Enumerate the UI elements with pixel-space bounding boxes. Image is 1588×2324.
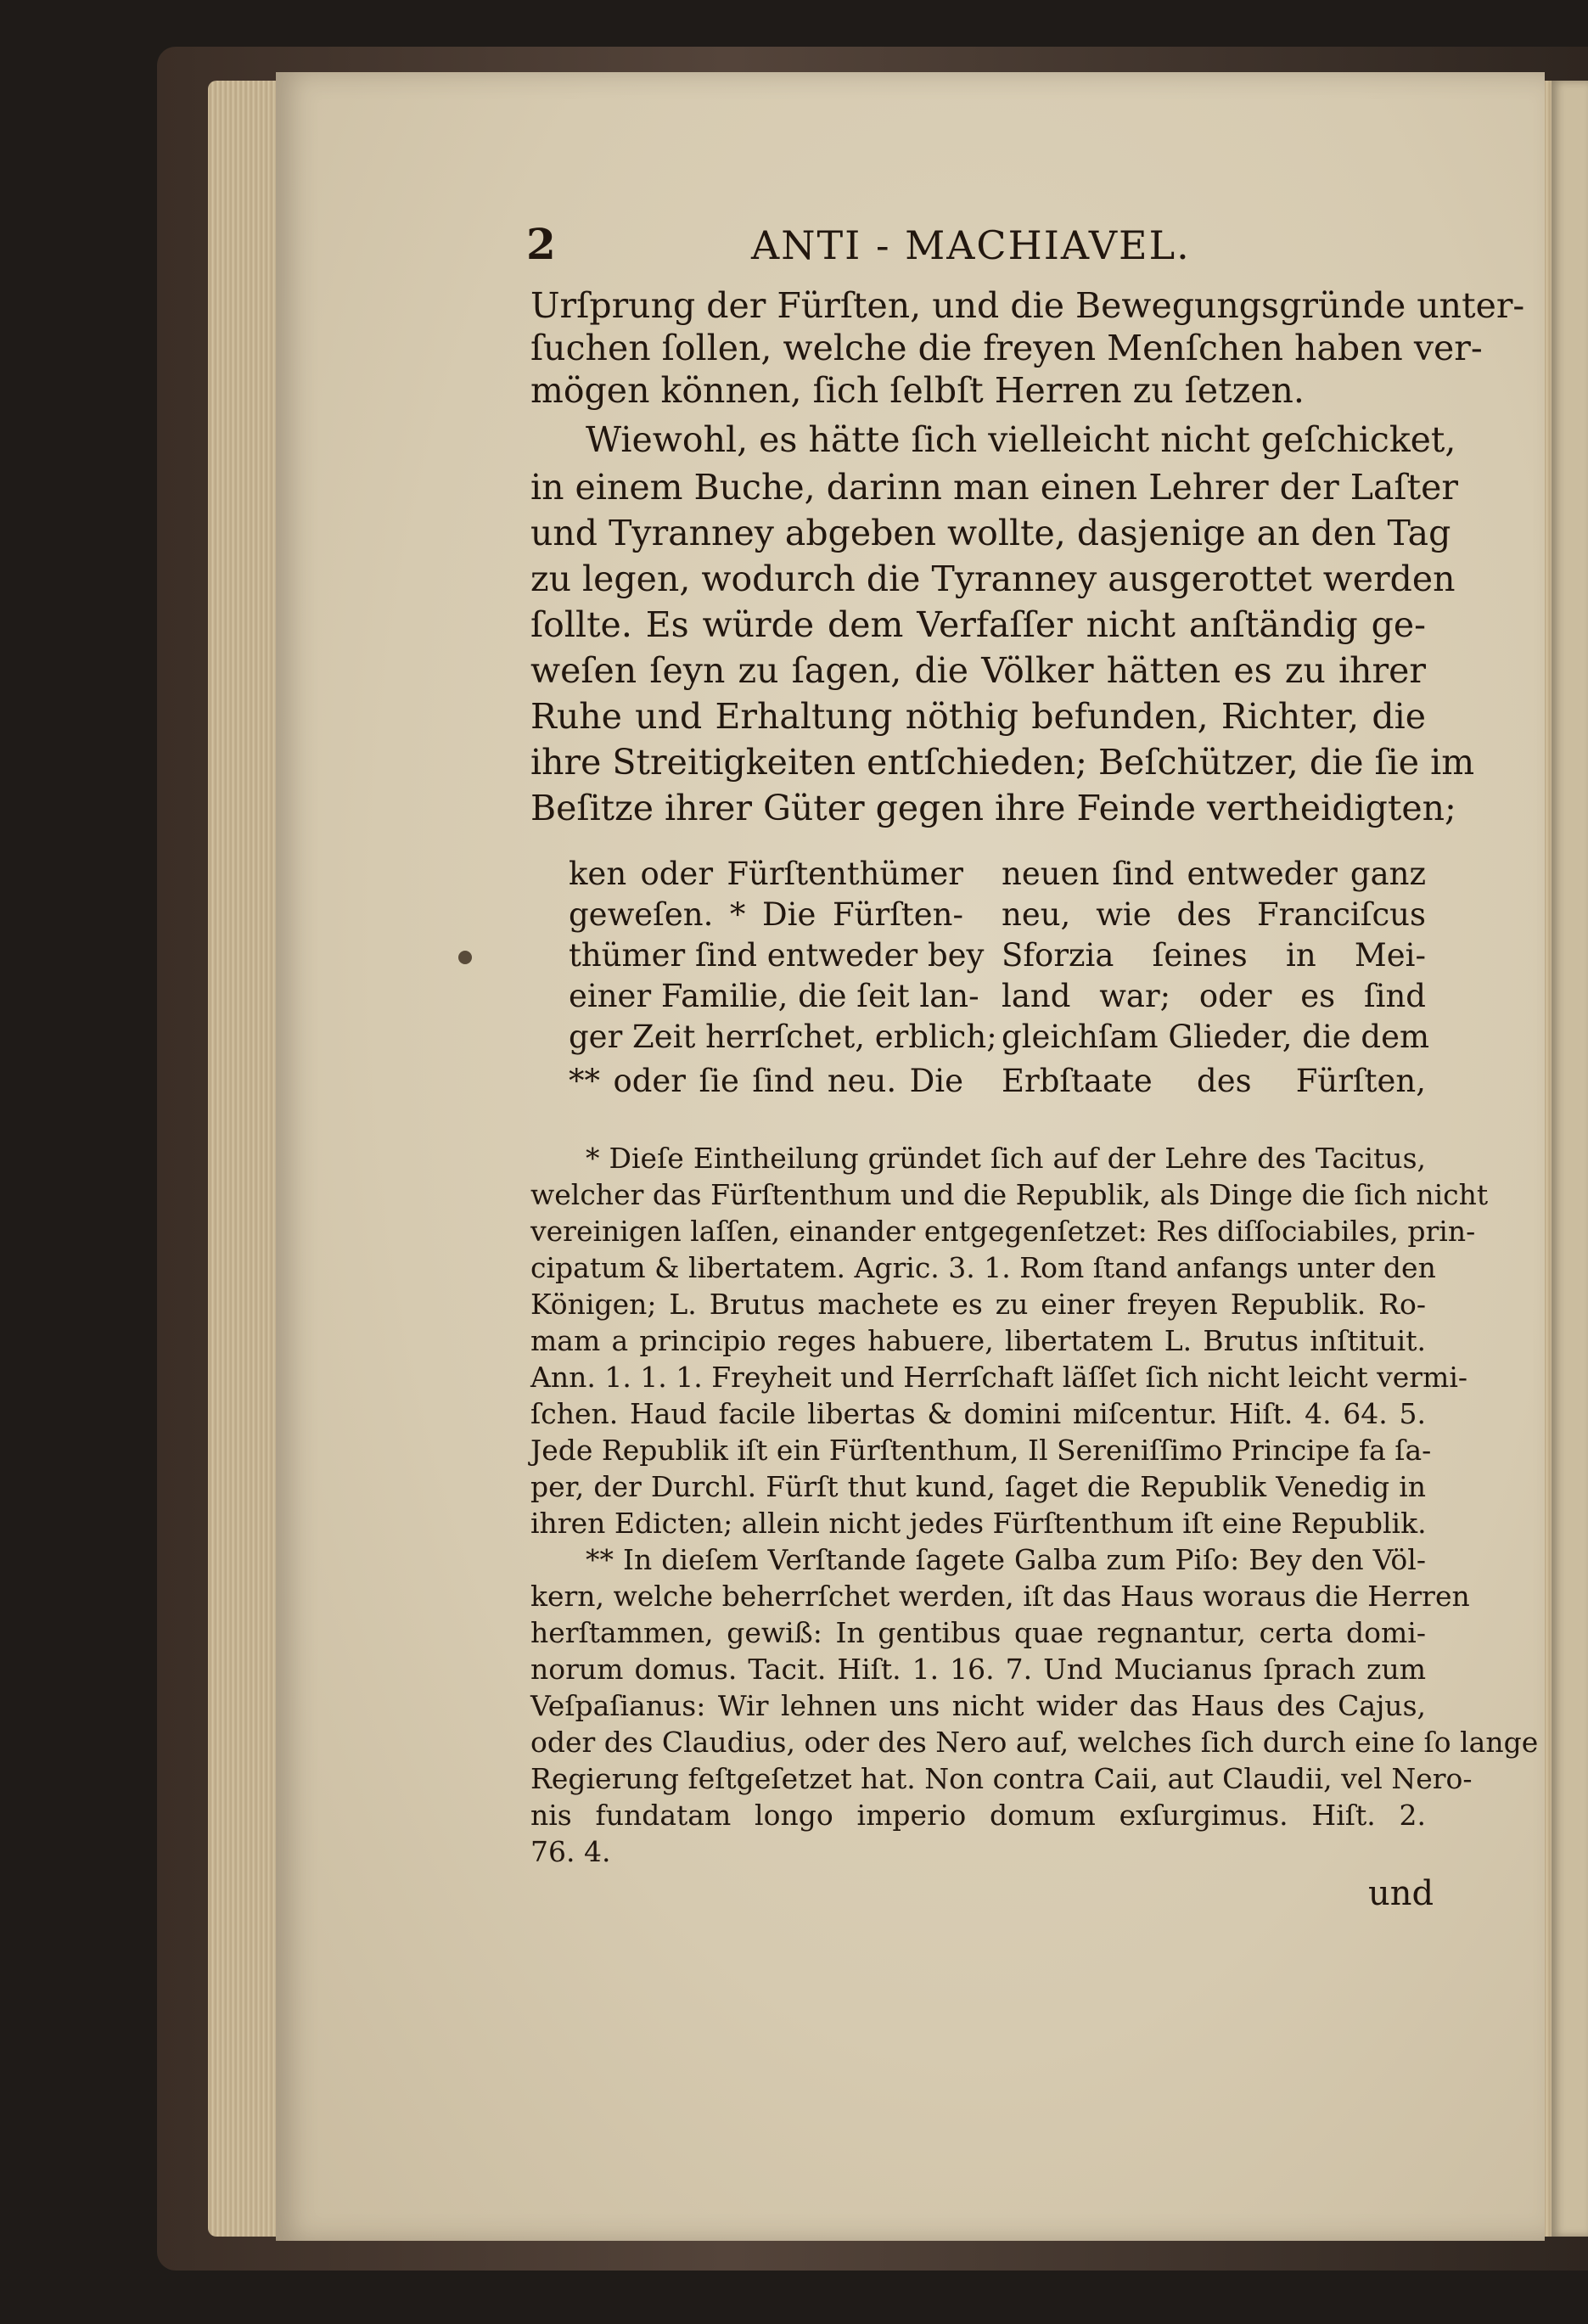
footnote-line: per, der Durchl. Fürſt thut kund, ſaget die Republik Venedig in (530, 1470, 1426, 1503)
text-line: land war; oder es ſind (1002, 978, 1426, 1014)
text-line: neuen ſind entweder ganz (1002, 856, 1426, 892)
footnote-line: vereinigen laſſen, einander entgegenſetzet: Res diſſociabiles, prin- (530, 1215, 1476, 1248)
text-line: mögen können, ſich ſelbſt Herren zu ſetzen. (530, 370, 1305, 411)
text-line: Wiewohl, es hätte ſich vielleicht nicht geſchicket, (586, 419, 1456, 460)
footnote-line: Ann. 1. 1. 1. Freyheit und Herrſchaft läſſet ſich nicht leicht vermi- (530, 1361, 1468, 1394)
text-line: gleichſam Glieder, die dem (1002, 1019, 1430, 1055)
text-line: thümer ſind entweder bey (569, 937, 985, 974)
text-line: einer Familie, die ſeit lan- (569, 978, 979, 1014)
text-line: ger Zeit herrſchet, erblich; (569, 1019, 997, 1055)
footnote-line: welcher das Fürſtenthum und die Republik, als Dinge die ſich nicht (530, 1178, 1489, 1211)
text-line: Erbſtaate des Fürſten, (1002, 1063, 1426, 1099)
footnote-line: ſchen. Haud facile libertas & domini miſcentur. Hiſt. 4. 64. 5. (530, 1397, 1426, 1430)
text-line: Beſitze ihrer Güter gegen ihre Feinde vertheidigten; (530, 788, 1456, 828)
footnote-line: norum domus. Tacit. Hiſt. 1. 16. 7. Und Mucianus ſprach zum (530, 1653, 1426, 1686)
footnote-line: kern, welche beherrſchet werden, iſt das Haus woraus die Herren (530, 1580, 1470, 1613)
text-line: und Tyranney abgeben wollte, dasjenige an den Tag (530, 513, 1451, 553)
running-title: ANTI - MACHIAVEL. (751, 222, 1191, 268)
footnote-line: ihren Edicten; allein nicht jedes Fürſtenthum iſt eine Republik. (530, 1507, 1427, 1540)
footnote-line: ** In dieſem Verſtande ſagete Galba zum Piſo: Bey den Völ- (586, 1543, 1426, 1576)
text-line: Urſprung der Fürſten, und die Bewegungsgründe unter- (530, 285, 1525, 326)
text-line: ken oder Fürſtenthümer (569, 856, 963, 892)
facing-page-edge (1552, 81, 1588, 2237)
footnote-line: oder des Claudius, oder des Nero auf, welches ſich durch eine ſo lange (530, 1726, 1539, 1759)
footnote-line: * Dieſe Eintheilung gründet ſich auf der Lehre des Tacitus, (586, 1142, 1426, 1175)
footnote-line: Königen; L. Brutus machete es zu einer freyen Republik. Ro- (530, 1288, 1426, 1321)
footnote-line: 76. 4. (530, 1835, 611, 1868)
text-line: ihre Streitigkeiten entſchieden; Beſchützer, die ſie im (530, 742, 1475, 783)
ink-spot (458, 951, 472, 964)
text-line: neu, wie des Franciſcus (1002, 896, 1426, 933)
footnote-line: cipatum & libertatem. Agric. 3. 1. Rom ſtand anfangs unter den (530, 1251, 1436, 1284)
footnote-line: Regierung feſtgeſetzet hat. Non contra Caii, aut Claudii, vel Nero- (530, 1762, 1473, 1795)
text-line: ** oder ſie ſind neu. Die (569, 1063, 963, 1099)
footnote-line: mam a principio reges habuere, libertatem L. Brutus inſtituit. (530, 1324, 1426, 1357)
text-line: weſen ſeyn zu ſagen, die Völker hätten es zu ihrer (530, 650, 1426, 691)
text-line: ſuchen ſollen, welche die freyen Menſchen haben ver- (530, 328, 1483, 368)
footnote-line: nis fundatam longo imperio domum exſurgimus. Hiſt. 2. (530, 1799, 1426, 1832)
text-line: geweſen. * Die Fürſten- (569, 896, 963, 933)
footnote-line: Veſpaſianus: Wir lehnen uns nicht wider das Haus des Cajus, (530, 1689, 1426, 1722)
text-line: zu legen, wodurch die Tyranney ausgerottet werden (530, 559, 1456, 599)
footnote-line: herſtammen, gewiß: In gentibus quae regnantur, certa domi- (530, 1616, 1426, 1649)
footnote-line: Jede Republik iſt ein Fürſtenthum, Il Sereniſſimo Principe fa ſa- (530, 1434, 1432, 1467)
page-number: 2 (526, 219, 556, 269)
text-line: ſollte. Es würde dem Verfaſſer nicht anſtändig ge- (530, 604, 1426, 645)
text-line: Ruhe und Erhaltung nöthig befunden, Richter, die (530, 696, 1426, 737)
catchword: und (1368, 1874, 1434, 1913)
text-line: in einem Buche, darinn man einen Lehrer der Laſter (530, 467, 1458, 508)
text-line: Sforzia ſeines in Mei- (1002, 937, 1426, 974)
